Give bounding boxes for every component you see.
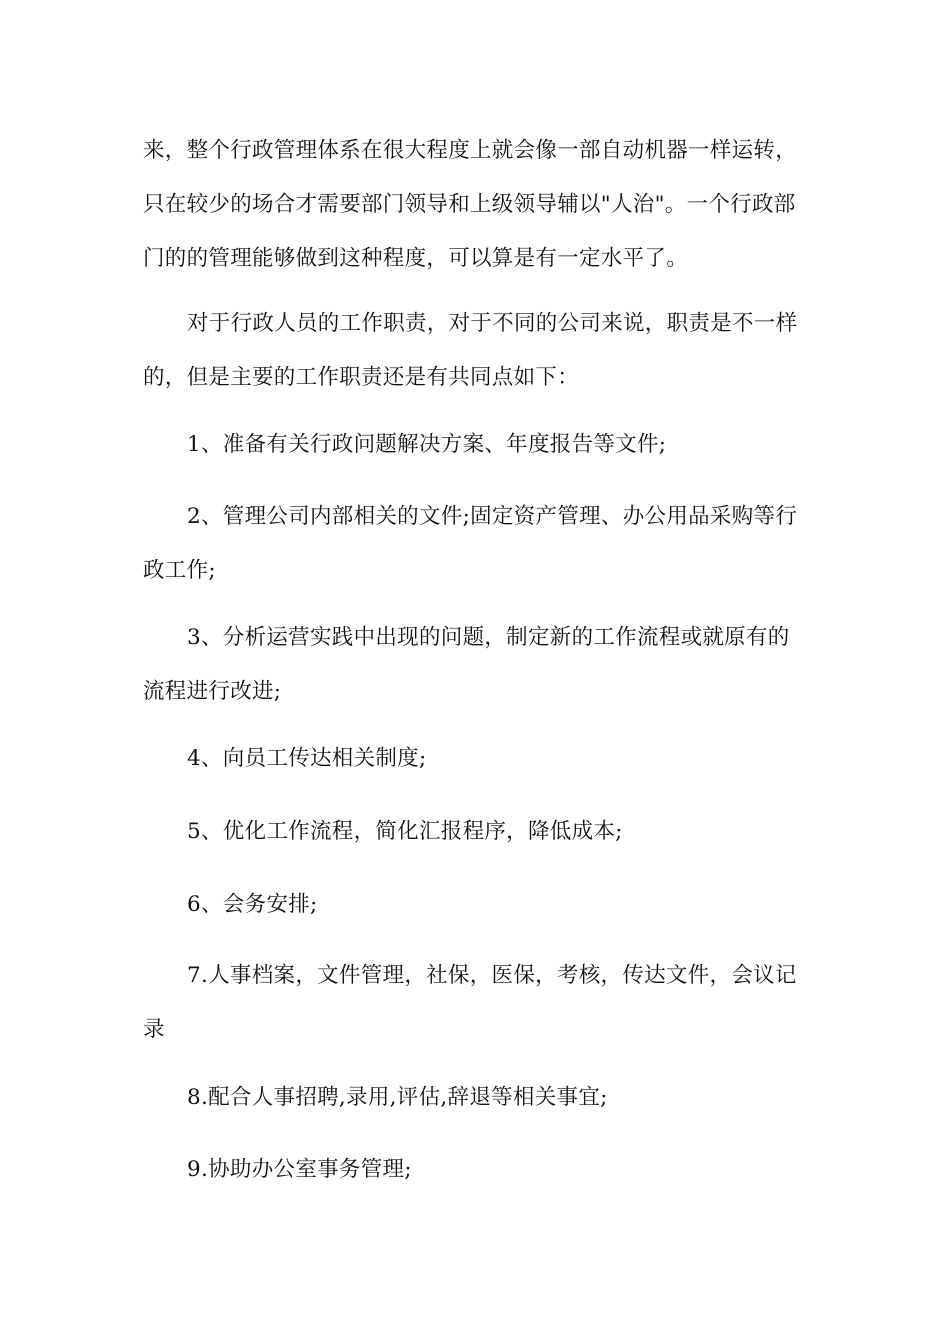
paragraph-admin-system — [143, 124, 813, 286]
list-item-7 — [143, 949, 813, 1057]
list-item-5 — [143, 805, 813, 859]
list-item-8 — [143, 1071, 813, 1125]
list-item-6 — [143, 878, 813, 932]
text-line: 6、会务安排; — [187, 892, 318, 917]
text-line: 3、分析运营实践中出现的问题，制定新的工作流程或就原有的 — [187, 625, 790, 650]
text-line: 录 — [143, 1017, 165, 1042]
text-line: 来，整个行政管理体系在很大程度上就会像一部自动机器一样运转， — [143, 138, 798, 163]
text-line: 8.配合人事招聘,录用,评估,辞退等相关事宜; — [187, 1085, 608, 1110]
text-line: 流程进行改进; — [143, 679, 282, 704]
list-item-1 — [143, 418, 813, 472]
list-item-3 — [143, 611, 813, 719]
text-line: 4、向员工传达相关制度; — [187, 746, 427, 771]
text-line: 政工作; — [143, 558, 216, 583]
text-line: 5、优化工作流程，简化汇报程序，降低成本; — [187, 819, 623, 844]
text-line: 的，但是主要的工作职责还是有共同点如下： — [143, 365, 580, 390]
text-line: 9.协助办公室事务管理; — [187, 1157, 412, 1182]
list-item-9 — [143, 1143, 813, 1197]
text-line: 门的的管理能够做到这种程度，可以算是有一定水平了。 — [143, 246, 689, 271]
text-line: 7.人事档案，文件管理，社保，医保，考核，传达文件，会议记 — [187, 963, 797, 988]
text-line: 2、管理公司内部相关的文件;固定资产管理、办公用品采购等行 — [187, 504, 798, 529]
list-item-4 — [143, 732, 813, 786]
paragraph-duties-intro — [143, 297, 813, 405]
text-line: 对于行政人员的工作职责，对于不同的公司来说，职责是不一样 — [187, 311, 798, 336]
text-line: 只在较少的场合才需要部门领导和上级领导辅以"人治"。一个行政部 — [143, 192, 796, 217]
text-line: 1、准备有关行政问题解决方案、年度报告等文件; — [187, 432, 667, 457]
list-item-2 — [143, 490, 813, 598]
